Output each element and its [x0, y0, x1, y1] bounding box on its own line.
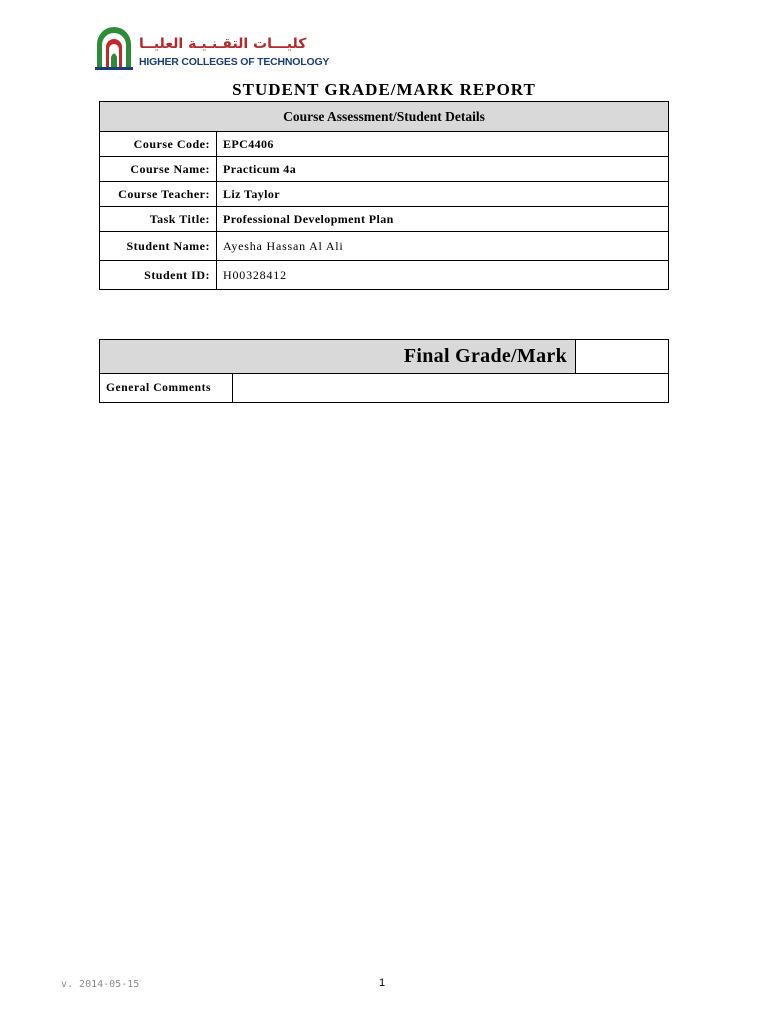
task-title-value[interactable]: Professional Development Plan — [217, 207, 669, 232]
final-grade-table — [99, 339, 669, 403]
college-emblem-icon — [93, 22, 135, 72]
course-name-label: Course Name: — [100, 157, 217, 182]
version-footer: v. 2014-05-15 — [61, 979, 140, 990]
table-row — [100, 132, 669, 157]
course-details-table — [99, 101, 669, 290]
course-teacher-value[interactable]: Liz Taylor — [217, 182, 669, 207]
student-id-value[interactable]: H00328412 — [217, 261, 669, 290]
table-row — [100, 157, 669, 182]
student-name-label: Student Name: — [100, 232, 217, 261]
table-row — [100, 374, 669, 403]
table-row — [100, 182, 669, 207]
table-row — [100, 232, 669, 261]
table-header-row — [100, 102, 669, 132]
table-row — [100, 207, 669, 232]
details-heading: Course Assessment/Student Details — [100, 102, 669, 132]
task-title-label: Task Title: — [100, 207, 217, 232]
final-grade-field[interactable] — [576, 340, 669, 374]
course-name-value[interactable]: Practicum 4a — [217, 157, 669, 182]
logo-arabic-text: كليـــات التقـنـيـة العليــا — [139, 36, 307, 52]
page-number: 1 — [379, 977, 386, 989]
logo-english-text: HIGHER COLLEGES OF TECHNOLOGY — [139, 56, 330, 68]
course-teacher-label: Course Teacher: — [100, 182, 217, 207]
final-grade-title: Final Grade/Mark — [100, 340, 576, 374]
course-code-value[interactable]: EPC4406 — [217, 132, 669, 157]
course-code-label: Course Code: — [100, 132, 217, 157]
report-title: STUDENT GRADE/MARK REPORT — [232, 80, 536, 99]
student-id-label: Student ID: — [100, 261, 217, 290]
college-logo — [93, 22, 333, 72]
table-row — [100, 261, 669, 290]
student-name-value[interactable]: Ayesha Hassan Al Ali — [217, 232, 669, 261]
general-comments-field[interactable] — [233, 374, 669, 403]
general-comments-label: General Comments — [100, 374, 233, 403]
table-row — [100, 340, 669, 374]
